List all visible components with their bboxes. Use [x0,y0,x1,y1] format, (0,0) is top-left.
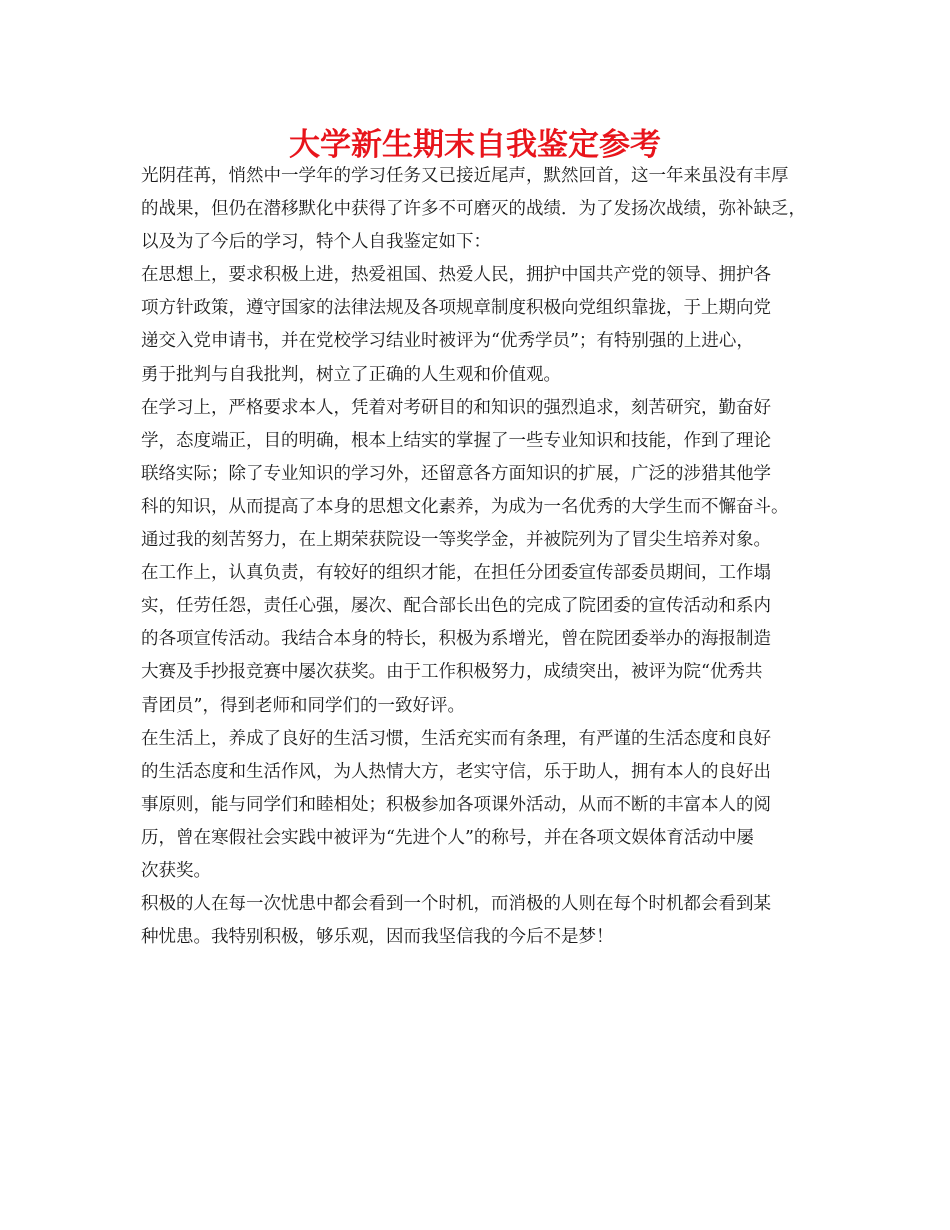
body-line: 青团员”，得到老师和同学们的一致好评。 [141,695,465,716]
body-line: 通过我的刻苦努力，在上期荣获院设一等奖学金，并被院列为了冒尖生培养对象。 [141,530,771,551]
body-line: 种忧患。我特别积极，够乐观，因而我坚信我的今后不是梦！ [141,927,614,948]
body-line: 在思想上，要求积极上进，热爱祖国、热爱人民，拥护中国共产党的领导、拥护各 [141,265,771,286]
body-line: 的各项宣传活动。我结合本身的特长，积极为系增光，曾在院团委举办的海报制造 [141,629,771,650]
body-line: 实，任劳任怨，责任心强，屡次、配合部长出色的完成了院团委的宣传活动和系内 [141,596,771,617]
body-line: 科的知识，从而提高了本身的思想文化素养，为成为一名优秀的大学生而不懈奋斗。 [141,496,789,517]
document-body [141,160,841,954]
body-line: 次获奖。 [141,860,211,881]
body-line: 勇于批判与自我批判，树立了正确的人生观和价值观。 [141,364,561,385]
body-line: 大赛及手抄报竞赛中屡次获奖。由于工作积极努力，成绩突出，被评为院“优秀共 [141,662,763,683]
body-line: 项方针政策，遵守国家的法律法规及各项规章制度积极向党组织靠拢，于上期向党 [141,298,771,319]
body-line: 在学习上，严格要求本人，凭着对考研目的和知识的强烈追求，刻苦研究，勤奋好 [141,397,771,418]
body-line: 积极的人在每一次忧患中都会看到一个时机，而消极的人则在每个时机都会看到某 [141,894,771,915]
body-line: 光阴荏苒，悄然中一学年的学习任务又已接近尾声，默然回首，这一年来虽没有丰厚 [141,166,789,186]
document-title: 大学新生期末自我鉴定参考 [289,127,661,163]
body-line: 在工作上，认真负责，有较好的组织才能，在担任分团委宣传部委员期间，工作塌 [141,563,771,584]
body-line: 的生活态度和生活作风，为人热情大方，老实守信，乐于助人，拥有本人的良好出 [141,761,771,782]
body-line: 联络实际；除了专业知识的学习外，还留意各方面知识的扩展，广泛的涉猎其他学 [141,463,771,484]
body-line: 的战果，但仍在潜移默化中获得了许多不可磨灭的战绩．为了发扬次战绩，弥补缺乏， [141,199,806,220]
body-line: 以及为了今后的学习，特个人自我鉴定如下： [141,232,491,253]
body-line: 在生活上，养成了良好的生活习惯，生活充实而有条理，有严谨的生活态度和良好 [141,728,771,749]
body-line: 事原则，能与同学们和睦相处；积极参加各项课外活动，从而不断的丰富本人的阅 [141,794,771,815]
body-line: 学，态度端正，目的明确，根本上结实的掌握了一些专业知识和技能，作到了理论 [141,430,771,451]
body-line: 递交入党申请书，并在党校学习结业时被评为“优秀学员”；有特别强的上进心， [141,331,754,352]
body-line: 历，曾在寒假社会实践中被评为“先进个人”的称号，并在各项文娱体育活动中屡 [141,827,754,848]
